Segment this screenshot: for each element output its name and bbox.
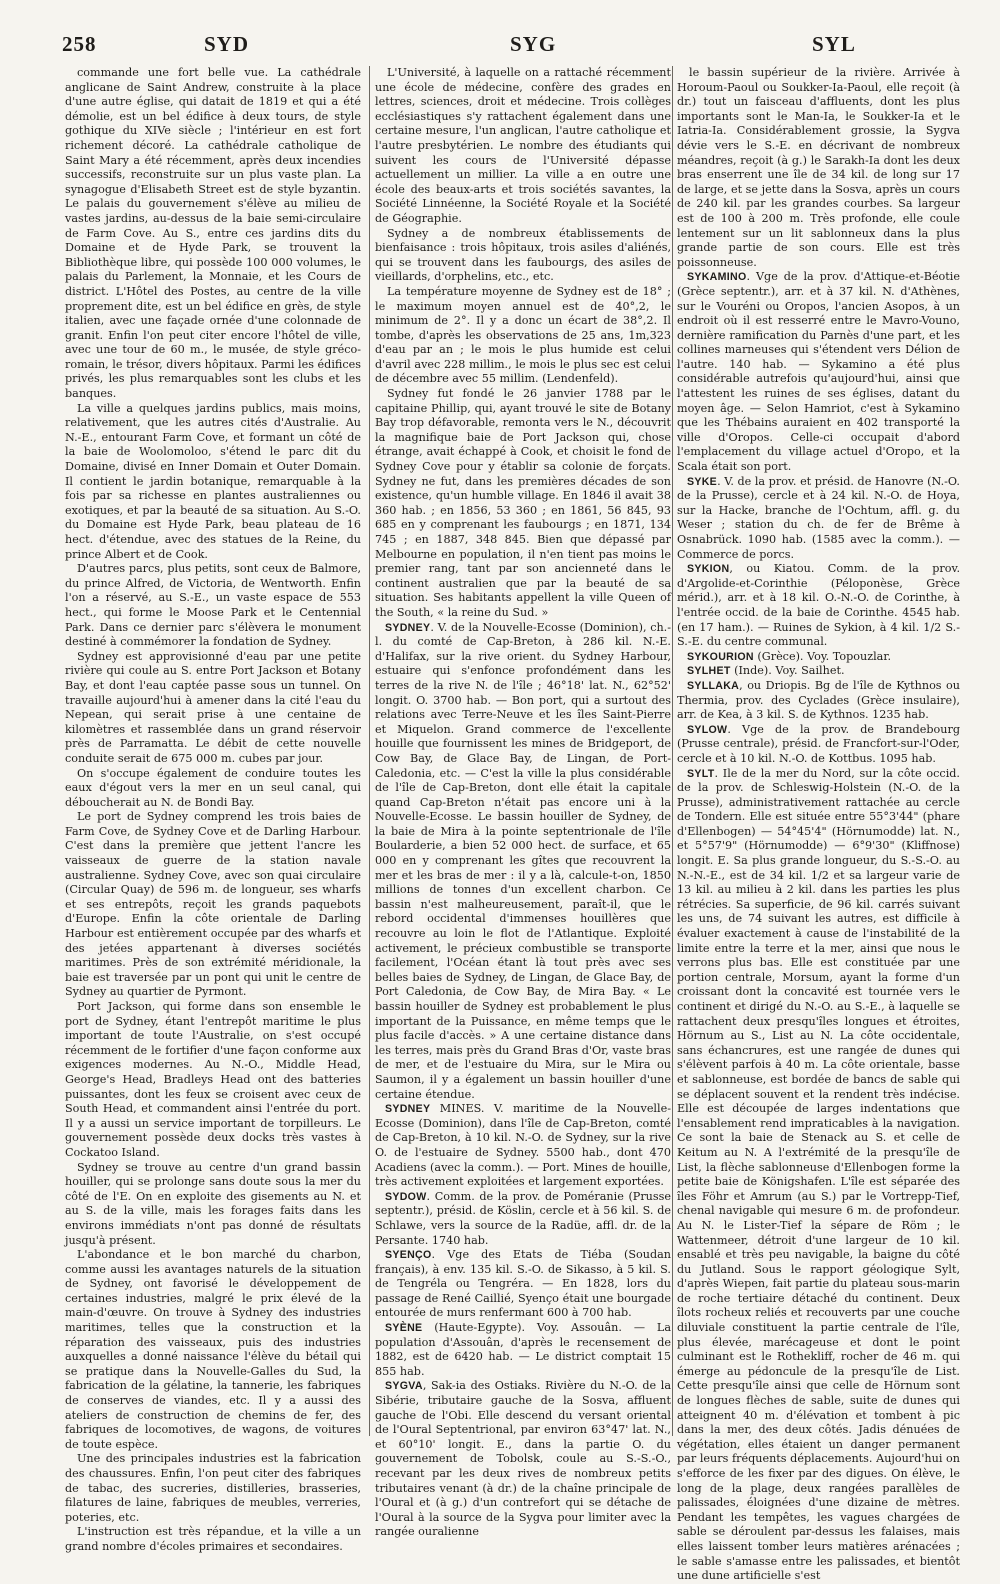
paragraph: La température moyenne de Sydney est de 18° ; le maximum moyen annuel est de 40°,2, le minimum de 2°. Il y a donc un écart de 38°,2. Il tombe, d'après les observations de 25 ans, 1m,323 d'eau par an ; le mois le plus humide est celui d'avril avec 228 millim., le mois le plus sec est celui de décembre avec 55 millim. (Lendenfeld). (375, 284, 671, 386)
entry-headword: SYKOURION (687, 650, 754, 663)
paragraph: D'autres parcs, plus petits, sont ceux de Balmore, du prince Alfred, de Victoria, de Wentworth. Enfin l'on a réservé, au S.-E., un vaste espace de 553 hect., qui forme le Moose Park et le Centennial Park. Dans ce dernier parc s'élèvera le monument destiné à commémorer la fondation de Sydney. (65, 562, 361, 649)
entry-sykamino: SYKAMINO. Vge de la prov. d'Attique-et-Béotie (Grèce septentr.), arr. et à 37 kil. N. d'Athènes, sur le Vouréni ou Oropos, l'ancien Asopos, à un endroit où il est resserré entre le Mavro-Vouno, dernière ramification du Parnès d'une part, et les collines marneuses qui s'étendent vers Délion de l'autre. 140 hab. — Sykamino a été plus considérable autrefois qu'aujourd'hui, ainsi que l'attestent les ruines de ses églises, datant du moyen âge. — Selon Hamriot, c'est à Sykamino que les Thébains auraient en 402 transporté la ville d'Oropos. Celle-ci occupait d'abord l'emplacement du village actuel d'Oropo, et la Scala était son port. (677, 270, 960, 474)
entry-syenco: SYENÇO. Vge des Etats de Tiéba (Soudan français), à env. 135 kil. S.-O. de Sikasso, à 5 kil. S. de Tengréla ou Tengréra. — En 1828, lors du passage de René Caillié, Syenço était une bourgade entourée de murs renfermant 600 à 700 hab. (375, 1248, 671, 1320)
entry-headword: SYDOW (385, 1190, 427, 1203)
entry-sykion: SYKION, ou Kiatou. Comm. de la prov. d'Argolide-et-Corinthie (Péloponèse, Grèce mérid.), arr. et à 18 kil. O.-N.-O. de Corinthe, à l'entrée occid. de la baie de Corinthe. 4545 hab. (en 17 ham.). — Ruines de Sykion, à 4 kil. 1/2 S.-S.-E. du centre communal. (677, 562, 960, 649)
entry-sydney: SYDNEY. V. de la Nouvelle-Ecosse (Dominion), ch.-l. du comté de Cap-Breton, à 286 kil. N.-E. d'Halifax, sur la rive orient. du Sydney Harbour, estuaire qui s'enfonce profondément dans les terres de la rive N. de l'île ; 46°18' lat. N., 62°52' longit. O. 3700 hab. — Bon port, qui a surtout des relations avec Terre-Neuve et les îles Saint-Pierre et Miquelon. Grand commerce de l'excellente houille que fournissent les mines de Bridgeport, de Cow Bay, de Glace Bay, de Lingan, de Port-Caledonia, etc. — C'est la ville la plus considérable de l'île de Cap-Breton, dont elle était la capitale quand Cap-Breton n'était pas encore uni à la Nouvelle-Ecosse. Le bassin houiller de Sydney, de la baie de Mira à la pointe septentrionale de l'île Boularderie, a bien 52 000 hect. de surface, et 65 000 en y comprenant les gîtes que recouvrent la mer et les bras de mer : il y a là, calcule-t-on, 1850 millions de tonnes d'un excellent charbon. Ce bassin n'est malheureusement, paraît-il, que le rebord occidental d'immenses houillères que recouvre au loin le flot de l'Atlantique. Exploité activement, le précieux combustible se transporte facilement, l'Océan étant là tout près avec ses belles baies de Sydney, de Lingan, de Glace Bay, de Port Caledonia, de Cow Bay, de Mira Bay. « Le bassin houiller de Sydney est probablement le plus important de la Puissance, en même temps que le plus facile d'accès. » A une certaine distance dans les terres, mais près du Grand Bras d'Or, vaste bras de mer, et de l'estuaire du Mira, sur le Mira ou Saumon, il y a également un bassin houiller d'une certaine étendue. (375, 620, 671, 1101)
paragraph: L'instruction est très répandue, et la ville a un grand nombre d'écoles primaires et secondaires. (65, 1525, 361, 1553)
right-running-head: SYL (812, 32, 856, 56)
center-running-head: SYG (510, 32, 557, 56)
paragraph: L'Université, à laquelle on a rattaché récemment une école de médecine, confère des grades en lettres, sciences, droit et médecine. Trois collèges ecclésiastiques s'y rattachent également dans une certaine mesure, l'un anglican, l'autre catholique et l'autre presbytérien. Le nombre des étudiants qui suivent les cours de l'Université dépasse actuellement un millier. La ville a en outre une école des beaux-arts et trois sociétés savantes, la Société Linnéenne, la Société Royale et la Société de Géographie. (375, 66, 671, 225)
entry-sykourion: SYKOURION (Grèce). Voy. Topouzlar. (687, 649, 892, 663)
entry-headword: SYDNEY (385, 621, 431, 634)
page-number: 258 (62, 32, 97, 56)
entry-headword: SYKAMINO (687, 271, 747, 284)
entry-headword: SYÈNE (385, 1322, 423, 1335)
paragraph: Sydney a de nombreux établissements de bienfaisance : trois hôpitaux, trois asiles d'aliénés, qui se trouvent dans les faubourgs, des asiles de vieillards, d'orphelins, etc., etc. (375, 226, 671, 284)
entry-sylt: SYLT. Ile de la mer du Nord, sur la côte occid. de la prov. de Schleswig-Holstein (N.-O. de la Prusse), administrativement rattachée au cercle de Tondern. Elle est située entre 55°3'44" (phare d'Ellenbogen) — 54°45'4" (Hörnumodde) lat. N., et 5°57'9" (Hörnumodde) — 6°9'30" (Kliffnose) longit. E. Sa plus grande longueur, du S.-S.-O. au N.-N.-E., est de 34 kil. 1/2 et sa largeur varie de 13 kil. au milieu à 2 kil. dans les parties les plus rétrécies. Sa superficie, de 96 kil. carrés suivant les uns, de 74 suivant les autres, est difficile à évaluer exactement à cause de l'instabilité de la limite entre la terre et la mer, ainsi que nous le verrons plus bas. Elle est constituée par une portion centrale, Morsum, ayant la forme d'un croissant dont la concavité est tournée vers le continent et dirigé du N.-O. au S.-E., à laquelle se rattachent deux presqu'îles longues et étroites, Hörnum au S., List au N. La côte occidentale, sans échancrures, est une rangée de dunes qui s'élèvent parfois à 40 m. La côte orientale, basse et sablonneuse, est bordée de bancs de sable qui se déplacent souvent et la rendent très indécise. Elle est découpée de larges indentations que l'ensablement rend impraticables à la navigation. Ce sont la baie de Stenack au S. et celle de Keitum au N. A l'extrémité de la presqu'île de List, la flèche sablonneuse d'Ellenbogen forme la petite baie de Königshafen. L'île est séparée des îles Föhr et Amrum (au S.) par le Vortrepp-Tief, chenal navigable qui mesure 6 m. de profondeur. Au N. le Lister-Tief la sépare de Röm ; le Wattenmeer, détroit d'une largeur de 10 kil. ensablé et très peu navigable, la baigne du côté du Jutland. Sous le rapport géologique Sylt, d'après Wiepen, fait partie du plateau sous-marin de roche tertiaire détaché du continent. Deux îlots rocheux reliés et recouverts par une couche diluviale constituent la partie centrale de l'île, plus élevée, marécageuse et dont le point culminant est le Rothekliff, rocher de 46 m. qui émerge au pédoncule de la presqu'île de List. Cette presqu'île ainsi que celle de Hörnum sont de longues flèches de sable, suite de dunes qui atteignent 40 m. d'élévation et tombent à pic dans la mer, des deux côtés. Jadis dénuées de végétation, elles étaient un danger permanent par leurs fréquents déplacements. Aujourd'hui on s'efforce de les fixer par des digues. On élève, le long de la plage, deux rangées parallèles de palissades, éloignées d'une dizaine de mètres. Pendant les tempêtes, les vagues chargées de sable se déroulent par-dessus les falaises, mais elles laissent tomber leurs matières arénacées ; le sable s'amasse entre les palissades, et bientôt une dune artificielle s'est (677, 766, 960, 1583)
entry-sydow: SYDOW. Comm. de la prov. de Poméranie (Prusse septentr.), présid. de Köslin, cercle et à 56 kil. S. de Schlawe, vers la source de la Radüe, affl. dr. de la Persante. 1740 hab. (375, 1189, 671, 1247)
paragraph: commande une fort belle vue. La cathédrale anglicane de Saint Andrew, construite à la place d'une autre église, qui datait de 1819 et qui a été démolie, est un bel édifice à deux tours, de style gothique du XIVe siècle ; l'intérieur en est fort richement décoré. La cathédrale catholique de Saint Mary a été récemment, après deux incendies successifs, reconstruite sur un plus vaste plan. La synagogue d'Elisabeth Street est de style byzantin. Le palais du gouvernement s'élève au milieu de vastes jardins, au-dessus de la baie semi-circulaire de Farm Cove. Au S., entre ces jardins dits du Domaine et de Hyde Park, se trouvent la Bibliothèque libre, qui possède 100 000 volumes, le palais du Parlement, la Monnaie, et les Cours de district. L'Hôtel des Postes, au centre de la ville proprement dite, est un bel édifice en grès, de style italien, avec une façade ornée d'une colonnade de granit. Enfin l'on peut citer encore l'hôtel de ville, avec une tour de 60 m., le musée, de style gréco-romain, le trésor, divers hôpitaux. Parmi les édifices privés, les plus remarquables sont les clubs et les banques. (65, 66, 361, 401)
paragraph: Sydney fut fondé le 26 janvier 1788 par le capitaine Phillip, qui, ayant trouvé le site de Botany Bay trop défavorable, remonta vers le N., découvrit la magnifique baie de Port Jackson qui, chose étrange, avait échappé à Cook, et choisit le fond de Sydney Cove pour y établir sa colonie de forçats. Sydney ne fut, dans les premières décades de son existence, qu'un humble village. En 1846 il avait 38 360 hab. ; en 1856, 53 360 ; en 1861, 56 845, 93 685 en y comprenant les faubourgs ; en 1871, 134 745 ; en 1887, 348 845. Bien que dépassé par Melbourne en population, il n'en tient pas moins le premier rang, tant par son ancienneté dans le continent australien que par la beauté de sa situation. Ses habitants appellent la ville Queen of the South, « la reine du Sud. » (375, 387, 671, 619)
entry-syke: SYKE. V. de la prov. et présid. de Hanovre (N.-O. de la Prusse), cercle et à 24 kil. N.-O. de Hoya, sur la Hacke, branche de l'Ochtum, affl. g. du Weser ; station du ch. de fer de Brême à Osnabrück. 1090 hab. (1585 avec la comm.). — Commerce de porcs. (677, 474, 960, 561)
paragraph: On s'occupe également de conduire toutes les eaux d'égout vers la mer en un seul canal, qui déboucherait au N. de Bondi Bay. (65, 766, 361, 809)
entry-syene: SYÈNE (Haute-Egypte). Voy. Assouân. — La population d'Assouân, d'après le recensement de 1882, est de 6420 hab. — Le district comptait 15 855 hab. (375, 1321, 671, 1378)
entry-headword: SYGVA (385, 1380, 423, 1393)
entry-sydney-mines: SYDNEY MINES. V. maritime de la Nouvelle-Ecosse (Dominion), dans l'île de Cap-Breton, comté de Cap-Breton, à 10 kil. N.-O. de Sydney, sur la rive O. de l'estuaire de Sydney. 5500 hab., dont 470 Acadiens (avec la comm.). — Port. Mines de houille, très activement exploitées et largement exportées. (375, 1102, 671, 1189)
paragraph: le bassin supérieur de la rivière. Arrivée à Horoum-Paoul ou Soukker-Ia-Paoul, elle reçoit (à dr.) tout un faisceau d'affluents, dont les plus importants sont le Man-Ia, le Soukker-Ia et le Iatria-Ia. Considérablement grossie, la Sygva dévie vers le S.-E. en décrivant de nombreux méandres, reçoit (à g.) le Sarakh-Ia dont les deux bras enserrent une île de 34 kil. de long sur 17 de large, et se jette dans la Sosva, après un cours de 240 kil. par les grandes courbes. Sa largeur est de 100 à 200 m. Très profonde, elle coule lentement sur un lit sablonneux dans la plus grande partie de son cours. Elle est très poissonneuse. (677, 66, 960, 269)
entry-headword: SYDNEY (385, 1103, 431, 1116)
paragraph: Sydney se trouve au centre d'un grand bassin houiller, qui se prolonge sans doute sous la mer du côté de l'E. On en exploite des gisements au N. et au S. de la ville, mais les forages faits dans les environs immédiats n'ont pas donné de résultats jusqu'à présent. (65, 1160, 361, 1247)
paragraph: Sydney est approvisionné d'eau par une petite rivière qui coule au S. entre Port Jackson et Botany Bay, et dont l'eau captée passe sous un tunnel. On travaille aujourd'hui à amener dans la cité l'eau du Nepean, qui serait prise à une centaine de kilomètres et rassemblée dans un grand réservoir près de Parramatta. Le débit de cette nouvelle conduite serait de 675 000 m. cubes par jour. (65, 649, 361, 765)
column-3 (677, 66, 960, 1583)
entry-headword: SYLOW (687, 723, 728, 736)
entry-sylow: SYLOW. Vge de la prov. de Brandebourg (Prusse centrale), présid. de Francfort-sur-l'Oder, cercle et à 10 kil. N.-O. de Kottbus. 1095 hab. (677, 722, 960, 765)
entry-headword: SYENÇO (385, 1249, 432, 1262)
paragraph: Port Jackson, qui forme dans son ensemble le port de Sydney, étant l'entrepôt maritime le plus important de toute l'Australie, on s'est occupé récemment de le fortifier d'une façon conforme aux exigences modernes. Au N.-O., Middle Head, George's Head, Bradleys Head ont des batteries puissantes, dont les feux se croisent avec ceux de South Head, et commandent ainsi l'entrée du port. Il y a aussi un service important de torpilleurs. Le gouvernement possède deux docks très vastes à Cockatoo Island. (65, 1000, 361, 1159)
entry-headword: SYKION (687, 563, 730, 576)
paragraph: L'abondance et le bon marché du charbon, comme aussi les avantages naturels de la situation de Sydney, ont favorisé le développement de certaines industries, malgré le prix élevé de la main-d'œuvre. On trouve à Sydney des industries maritimes, telles que la construction et la réparation des vaisseaux, puis des industries auxquelles a donné naissance l'élève du bétail qui se pratique dans la Nouvelle-Galles du Sud, la fabrication de la gélatine, la tannerie, les fabriques de conserves de viandes, etc. Il y a aussi des ateliers de construction de chemins de fer, des fabriques de locomotives, de wagons, de voitures de toute espèce. (65, 1248, 361, 1451)
entry-headword: SYLLAKA (687, 679, 740, 692)
running-header (0, 32, 1000, 62)
entry-headword: SYLT (687, 767, 715, 780)
paragraph: Le port de Sydney comprend les trois baies de Farm Cove, de Sydney Cove et de Darling Harbour. C'est dans la première que jettent l'ancre les vaisseaux de guerre de la station navale australienne. Sydney Cove, avec son quai circulaire (Circular Quay) de 596 m. de longueur, ses wharfs et ses entrepôts, reçoit les grands paquebots d'Europe. Enfin la côte orientale de Darling Harbour est entièrement occupée par des wharfs et des jetées appartenant à diverses sociétés maritimes. Près de son extrémité méridionale, la baie est traversée par un pont qui unit le centre de Sydney au quartier de Pyrmont. (65, 810, 361, 999)
entry-sygva: SYGVA, Sak-ia des Ostiaks. Rivière du N.-O. de la Sibérie, tributaire gauche de la Sosva, affluent gauche de l'Obi. Elle descend du versant oriental de l'Oural Septentrional, par environ 63°47' lat. N., et 60°10' longit. E., dans la partie O. du gouvernement de Tobolsk, coule au S.-S.-O., recevant par les deux rives de nombreux petits tributaires venant (à dr.) de la chaîne principale de l'Oural et (à g.) d'un contrefort qui se détache de l'Oural à la source de la Sygva pour limiter avec la rangée ouralienne (375, 1379, 671, 1539)
column-2 (375, 66, 671, 1539)
entry-headword: SYKE (687, 475, 718, 488)
entry-syllaka: SYLLAKA, ou Driopis. Bg de l'île de Kythnos ou Thermia, prov. des Cyclades (Grèce insulaire), arr. de Kea, à 3 kil. S. de Kythnos. 1235 hab. (677, 678, 960, 722)
left-running-head: SYD (204, 32, 250, 56)
paragraph: La ville a quelques jardins publics, mais moins, relativement, que les autres cités d'Australie. Au N.-E., entourant Farm Cove, et formant un côté de la baie de Woolomoloo, s'étend le parc dit du Domaine, divisé en Inner Domain et Outer Domain. Il contient le jardin botanique, remarquable à la fois par sa richesse en plantes australiennes ou exotiques, et par la beauté de sa situation. Au S.-O. du Domaine est Hyde Park, beau plateau de 16 hect. d'étendue, avec des statues de la Reine, du prince Albert et de Cook. (65, 401, 361, 561)
entry-headword: SYLHET (687, 665, 731, 678)
paragraph: Une des principales industries est la fabrication des chaussures. Enfin, l'on peut citer des fabriques de tabac, des sucreries, distilleries, brasseries, filatures de laine, fabriques de meubles, verreries, poteries, etc. (65, 1452, 361, 1524)
column-1 (65, 66, 361, 1553)
entry-sylhet: SYLHET (Inde). Voy. Sailhet. (687, 664, 845, 678)
text-columns (65, 66, 960, 1583)
